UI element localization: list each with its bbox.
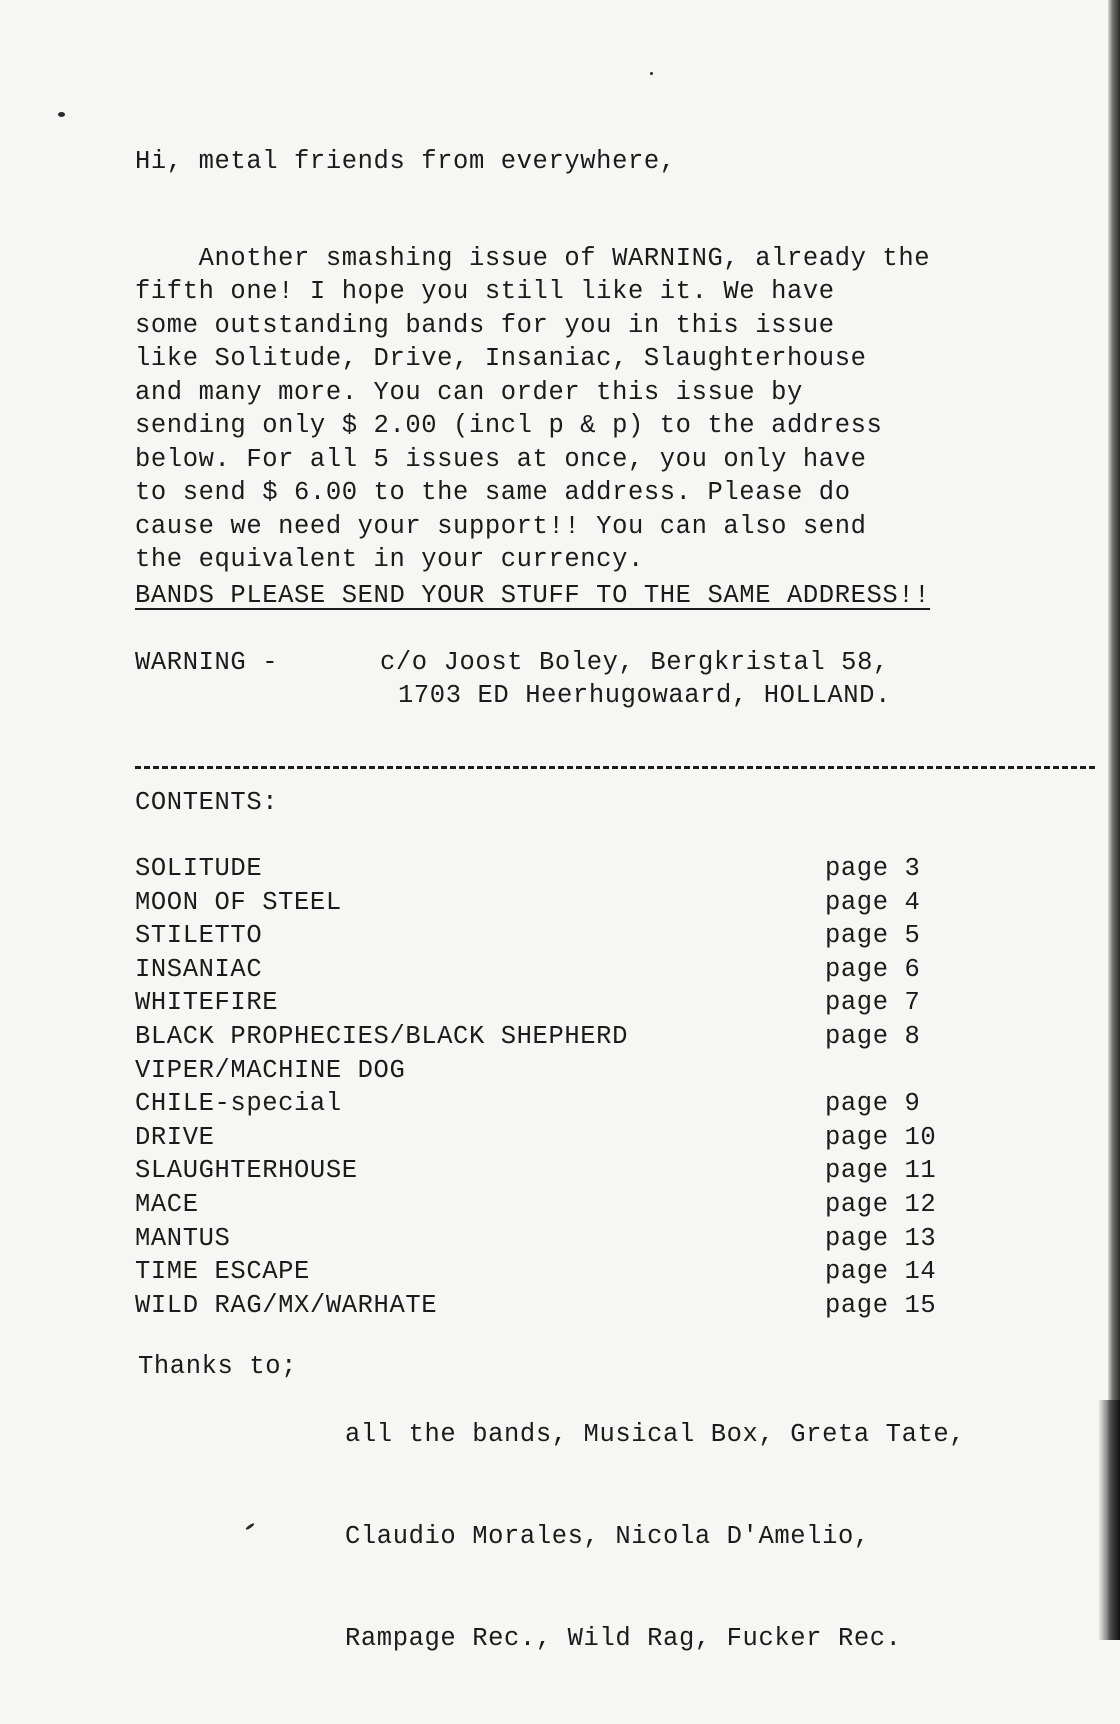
contents-item-name: WILD RAG/MX/WARHATE bbox=[135, 1290, 438, 1320]
contents-item-name: SLAUGHTERHOUSE bbox=[135, 1156, 358, 1186]
thanks-line: Claudio Morales, Nicola D'Amelio, bbox=[345, 1522, 870, 1551]
contents-item-name: DRIVE bbox=[135, 1122, 215, 1152]
contents-item-page: page 6 bbox=[825, 954, 921, 984]
contents-item-page: page 5 bbox=[825, 921, 921, 951]
contents-item-page: page 11 bbox=[825, 1156, 937, 1186]
contents-item-page: page 9 bbox=[825, 1089, 921, 1119]
contents-item-page: page 13 bbox=[825, 1223, 937, 1253]
contents-item-name: MACE bbox=[135, 1189, 199, 1219]
contents-item-name: TIME ESCAPE bbox=[135, 1257, 310, 1287]
paragraph-line: cause we need your support!! You can also send bbox=[135, 511, 867, 541]
ink-speck bbox=[245, 1522, 255, 1530]
contents-item bbox=[135, 852, 995, 886]
paragraph-line: sending only $ 2.00 (incl p & p) to the address bbox=[135, 411, 883, 440]
thanks-list bbox=[345, 1350, 965, 1724]
dashed-divider bbox=[135, 766, 1095, 769]
contents-item-page: page 10 bbox=[825, 1122, 937, 1152]
contents-item bbox=[135, 886, 995, 920]
page-edge-shadow-bottom bbox=[1098, 1400, 1120, 1640]
contents-list bbox=[135, 852, 995, 1322]
contents-item-page: page 3 bbox=[825, 854, 921, 883]
address-label: WARNING - bbox=[135, 648, 295, 677]
contents-item-page: page 14 bbox=[825, 1257, 937, 1287]
contents-item bbox=[135, 1020, 995, 1054]
contents-item-name: STILETTO bbox=[135, 921, 263, 951]
contents-title: CONTENTS: bbox=[135, 788, 279, 817]
contents-item-page: page 15 bbox=[825, 1290, 937, 1320]
contents-item-name: INSANIAC bbox=[135, 954, 263, 984]
address-line-1: c/o Joost Boley, Bergkristal 58, bbox=[380, 648, 889, 677]
contents-item-page: page 12 bbox=[825, 1189, 937, 1219]
contents-item bbox=[135, 1255, 995, 1289]
paragraph-line: some outstanding bands for you in this issue bbox=[135, 310, 835, 340]
address-line-2: 1703 ED Heerhugowaard, HOLLAND. bbox=[398, 681, 891, 710]
thanks-label: Thanks to; bbox=[138, 1352, 298, 1381]
contents-item-name: BLACK PROPHECIES/BLACK SHEPHERD bbox=[135, 1021, 628, 1051]
paragraph-line: like Solitude, Drive, Insaniac, Slaughterhouse bbox=[135, 344, 867, 373]
page-edge-shadow bbox=[1108, 0, 1120, 1640]
contents-item bbox=[135, 1188, 995, 1222]
contents-item bbox=[135, 1154, 995, 1188]
paragraph-line: fifth one! I hope you still like it. We have bbox=[135, 277, 835, 306]
contents-item bbox=[135, 1121, 995, 1155]
contents-item bbox=[135, 1087, 995, 1121]
contents-item-page: page 8 bbox=[825, 1021, 921, 1051]
contents-item bbox=[135, 1054, 995, 1088]
paragraph-line: to send $ 6.00 to the same address. Please do bbox=[135, 478, 851, 507]
contents-item-name: CHILE-special bbox=[135, 1089, 342, 1119]
contents-item-name: WHITEFIRE bbox=[135, 988, 279, 1018]
paragraph-line: Another smashing issue of WARNING, already the bbox=[198, 243, 931, 273]
greeting: Hi, metal friends from everywhere, bbox=[135, 147, 676, 176]
intro-paragraph bbox=[135, 208, 930, 610]
contents-item-name: VIPER/MACHINE DOG bbox=[135, 1055, 406, 1085]
contents-item-name: MOON OF STEEL bbox=[135, 887, 342, 917]
contents-item bbox=[135, 953, 995, 987]
contents-item-name: MANTUS bbox=[135, 1223, 231, 1253]
contents-item-page: page 4 bbox=[825, 887, 921, 917]
ink-speck bbox=[650, 72, 653, 75]
contents-item bbox=[135, 919, 995, 953]
contents-item-name: SOLITUDE bbox=[135, 854, 263, 883]
paragraph-line: below. For all 5 issues at once, you only have bbox=[135, 444, 867, 474]
thanks-line: Rampage Rec., Wild Rag, Fucker Rec. bbox=[345, 1624, 902, 1653]
paragraph-line: the equivalent in your currency. bbox=[135, 545, 644, 574]
contents-item bbox=[135, 986, 995, 1020]
contents-item bbox=[135, 1222, 995, 1256]
contents-item-page: page 7 bbox=[825, 988, 921, 1018]
thanks-line: all the bands, Musical Box, Greta Tate, bbox=[345, 1420, 966, 1449]
paragraph-line: and many more. You can order this issue by bbox=[135, 377, 803, 407]
contents-item bbox=[135, 1289, 995, 1323]
bands-notice: BANDS PLEASE SEND YOUR STUFF TO THE SAME ADDRESS!! bbox=[135, 581, 931, 610]
ink-speck bbox=[58, 112, 65, 117]
